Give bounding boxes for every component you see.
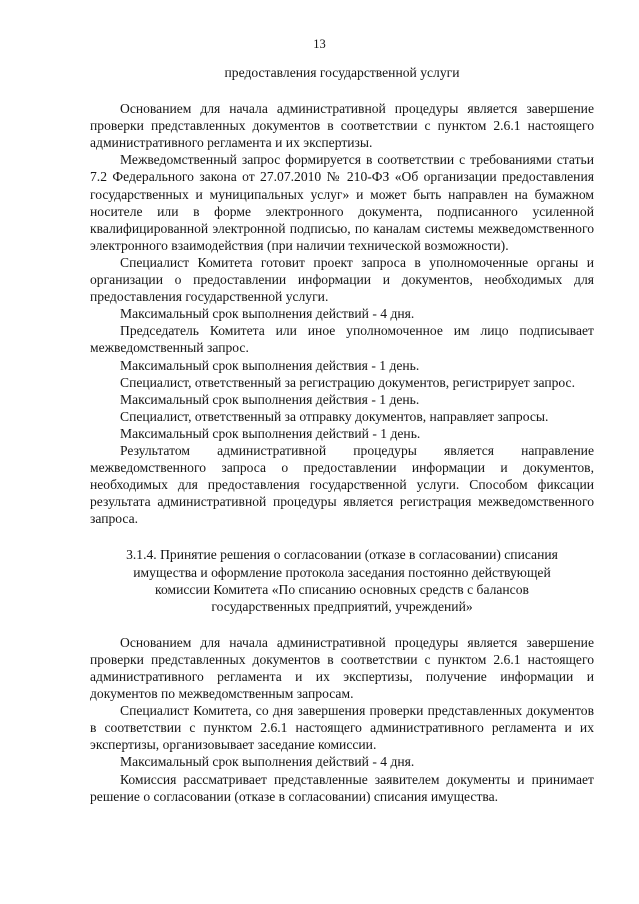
paragraph: Основанием для начала административной процедуры является завершение проверки представленных документов в соответствии с пунктом 2.6.1 настоящего административного регламента и их экспертизы.: [90, 101, 594, 151]
section-heading-line: государственных предприятий, учреждений»: [211, 598, 473, 614]
section-heading-line: 3.1.4. Принятие решения о согласовании (отказе в согласовании) списания: [126, 547, 558, 563]
paragraph: Максимальный срок выполнения действия - 1 день.: [120, 357, 420, 373]
paragraph: Комиссия рассматривает представленные заявителем документы и принимает решение о согласовании (отказе в согласовании) списания имущества.: [90, 771, 594, 804]
paragraph: Максимальный срок выполнения действий - 1 день.: [120, 425, 421, 441]
section-a: [90, 100, 594, 527]
section-heading-line: комиссии Комитета «По списанию основных средств с балансов: [155, 581, 529, 597]
page-number: 13: [313, 37, 326, 51]
section-heading-line: имущества и оформление протокола заседания постоянно действующей: [133, 564, 551, 580]
paragraph: Основанием для начала административной процедуры является завершение проверки представленных документов в соответствии с пунктом 2.6.1 настоящего административного регламента и их экспертизы, получение информации и документов по межведомственным запросам.: [90, 634, 594, 702]
paragraph: Специалист, ответственный за регистрацию документов, регистрирует запрос.: [120, 374, 575, 390]
paragraph: Специалист Комитета готовит проект запроса в уполномоченные органы и организации о предоставлении информации и документов, необходимых для предоставления государственной услуги.: [90, 254, 594, 305]
paragraph: Максимальный срок выполнения действий - 4 дня.: [120, 306, 415, 322]
continued-heading-line: предоставления государственной услуги: [224, 65, 460, 80]
paragraph: Специалист, ответственный за отправку документов, направляет запросы.: [120, 408, 549, 424]
section-b: [90, 634, 594, 805]
paragraph: Максимальный срок выполнения действий - 4 дня.: [120, 754, 415, 770]
page-body: [90, 60, 594, 805]
paragraph: Межведомственный запрос формируется в соответствии с требованиями статьи 7.2 Федерального закона от 27.07.2010 № 210-ФЗ «Об организации предоставления государственных и муниципальных услуг» и может быть направлен на бумажном носителе или в форме электронного документа, подписанного усиленной квалифицированной электронной подписью, по каналам системы межведомственного электронного взаимодействия (при наличии технической возможности).: [90, 152, 594, 253]
paragraph: Председатель Комитета или иное уполномоченное им лицо подписывает межведомственный запрос.: [90, 323, 594, 356]
paragraph: Максимальный срок выполнения действия - 1 день.: [120, 391, 420, 407]
paragraph: Результатом административной процедуры является направление межведомственного запроса о предоставлении информации и документов, необходимых для предоставления государственной услуги. Способом фиксации результата административной процедуры является регистрация межведомственного запроса.: [90, 442, 594, 527]
section-heading: [90, 546, 594, 614]
paragraph: Специалист Комитета, со дня завершения проверки представленных документов в соответствии с пунктом 2.6.1 настоящего административного регламента и их экспертизы, организовывает заседание комиссии.: [90, 703, 594, 753]
